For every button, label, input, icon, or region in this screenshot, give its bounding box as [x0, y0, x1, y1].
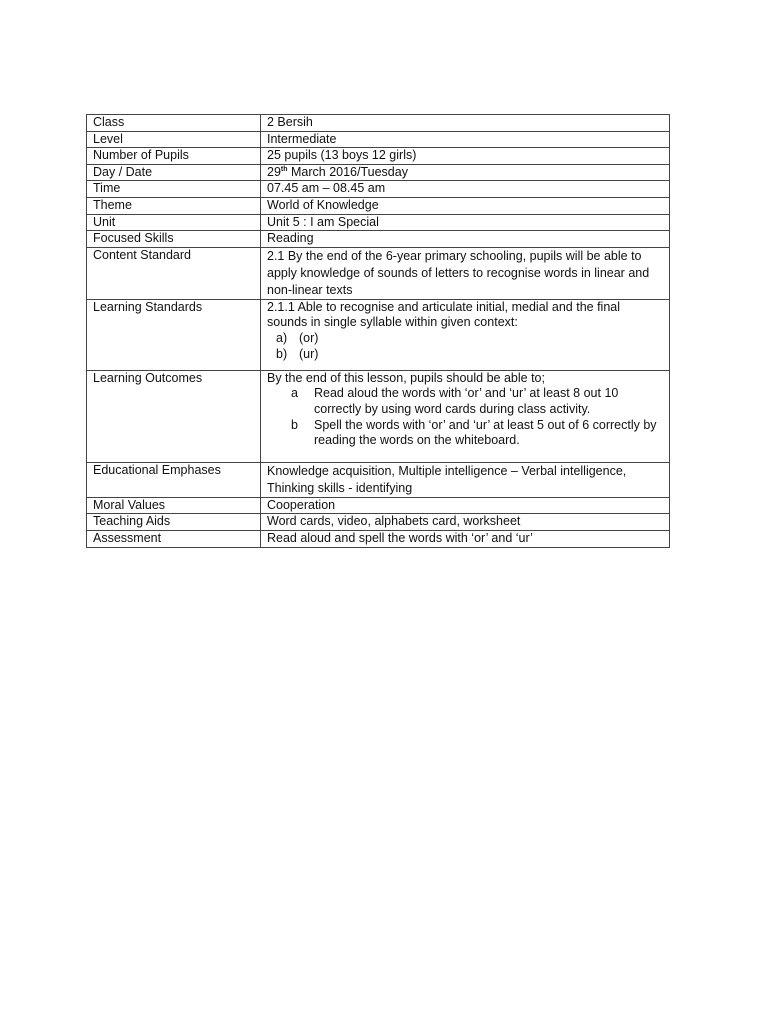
- date-rest: March 2016/Tuesday: [287, 164, 408, 179]
- learning-outcomes-intro: By the end of this lesson, pupils should be able to;: [267, 370, 545, 385]
- row-value: Reading: [261, 231, 670, 248]
- row-label: Assessment: [87, 530, 261, 547]
- row-value: 25 pupils (13 boys 12 girls): [261, 148, 670, 165]
- row-label: Unit: [87, 214, 261, 231]
- table-row-content-standard: [87, 247, 670, 299]
- table-row-teaching-aids: [87, 514, 670, 531]
- row-value: 2 Bersih: [261, 115, 670, 132]
- table-row-level: [87, 131, 670, 148]
- table-row-focused-skills: [87, 231, 670, 248]
- list-item: [267, 347, 663, 363]
- table-row-learning-standards: [87, 299, 670, 370]
- row-value: Read aloud and spell the words with ‘or’ and ‘ur’: [261, 530, 670, 547]
- row-value: Word cards, video, alphabets card, worksheet: [261, 514, 670, 531]
- row-label: Educational Emphases: [87, 462, 261, 497]
- date-day: 29: [267, 164, 281, 179]
- row-value: World of Knowledge: [261, 197, 670, 214]
- list-item-text: Spell the words with ‘or’ and ‘ur’ at least 5 out of 6 correctly by reading the words on the whiteboard.: [314, 417, 657, 448]
- date-ordinal-suffix: th: [280, 165, 288, 173]
- row-value: [261, 370, 670, 462]
- list-item: [267, 331, 663, 347]
- row-value: [261, 299, 670, 370]
- row-label: Class: [87, 115, 261, 132]
- list-marker: b: [291, 417, 298, 432]
- row-label: Level: [87, 131, 261, 148]
- list-marker: a): [276, 330, 288, 345]
- lesson-plan-table: [86, 114, 670, 548]
- table-row-unit: [87, 214, 670, 231]
- table-row-learning-outcomes: [87, 370, 670, 462]
- row-value: Intermediate: [261, 131, 670, 148]
- table-row-moral-values: [87, 497, 670, 514]
- table-row-assessment: [87, 530, 670, 547]
- table-row-day-date: [87, 164, 670, 181]
- row-label: Content Standard: [87, 247, 261, 299]
- row-label: Learning Outcomes: [87, 370, 261, 462]
- row-label: Number of Pupils: [87, 148, 261, 165]
- table-row-class: [87, 115, 670, 132]
- list-item: [267, 386, 663, 417]
- learning-outcomes-list: [267, 386, 663, 448]
- table-row-theme: [87, 197, 670, 214]
- row-value: Unit 5 : I am Special: [261, 214, 670, 231]
- row-value: 2.1 By the end of the 6-year primary schooling, pupils will be able to apply knowledge of sounds of letters to recognise words in linear and non-linear texts: [261, 247, 670, 299]
- row-label: Focused Skills: [87, 231, 261, 248]
- row-label: Time: [87, 181, 261, 198]
- table-row-educational-emphases: [87, 462, 670, 497]
- row-value: Cooperation: [261, 497, 670, 514]
- list-item: [267, 418, 663, 449]
- list-item-text: (or): [299, 330, 319, 345]
- table-row-time: [87, 181, 670, 198]
- row-label: Moral Values: [87, 497, 261, 514]
- row-label: Theme: [87, 197, 261, 214]
- learning-standard-text: 2.1.1 Able to recognise and articulate initial, medial and the final sounds in single syllable within given context:: [267, 299, 621, 330]
- row-label: Learning Standards: [87, 299, 261, 370]
- row-value: [261, 164, 670, 181]
- list-item-text: (ur): [299, 346, 319, 361]
- list-marker: b): [276, 346, 288, 361]
- row-value: 07.45 am – 08.45 am: [261, 181, 670, 198]
- row-label: Teaching Aids: [87, 514, 261, 531]
- row-label: Day / Date: [87, 164, 261, 181]
- row-value: Knowledge acquisition, Multiple intelligence – Verbal intelligence, Thinking skills - identifying: [261, 462, 670, 497]
- list-marker: a: [291, 386, 298, 401]
- learning-standard-list: [267, 331, 663, 362]
- list-item-text: Read aloud the words with ‘or’ and ‘ur’ at least 8 out 10 correctly by using word cards during class activity.: [314, 386, 619, 416]
- table-row-number-of-pupils: [87, 148, 670, 165]
